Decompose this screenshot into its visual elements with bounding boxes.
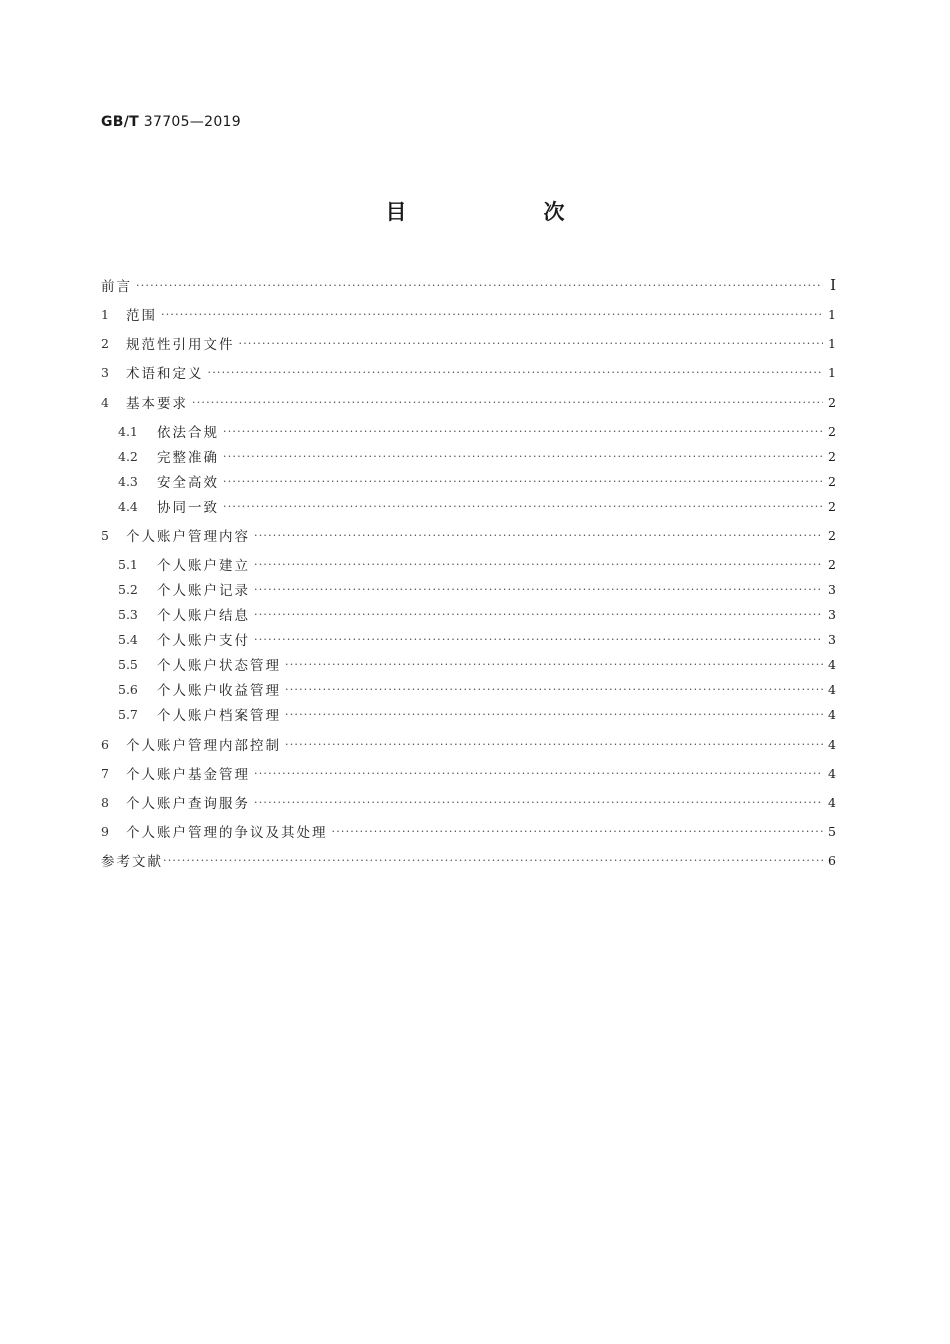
dot-leader [254,796,823,809]
toc-entry-title: 个人账户管理内容 [126,529,250,545]
toc-entry-number: 6 [101,736,109,752]
toc-entry-title: 依法合规 [157,425,219,441]
toc-entry-number: 5.1 [118,556,138,572]
toc-entry-number: 4.2 [118,448,138,464]
dot-leader [254,608,823,621]
dot-leader [254,529,823,542]
toc-entry-5-4[interactable] [118,629,836,649]
dot-leader [239,337,824,350]
toc-entry-number: 3 [101,364,109,380]
toc-entry-5-6[interactable] [118,679,836,699]
toc-entry-title: 范围 [126,308,157,324]
toc-entry-title: 完整准确 [157,450,219,466]
toc-entry-page: 2 [828,527,836,543]
dot-leader [208,366,824,379]
toc-entry-page: Ⅰ [830,276,836,294]
dot-leader [163,854,823,867]
toc-entry-page: 4 [828,656,836,672]
toc-entry-page: 1 [828,335,836,351]
toc-entry-page: 4 [828,794,836,810]
toc-entry-1[interactable] [101,304,836,324]
dot-leader [254,633,823,646]
dot-leader [332,825,824,838]
toc-entry-number: 1 [101,306,109,322]
toc-entry-number: 8 [101,794,109,810]
toc-entry-title: 个人账户结息 [157,608,250,624]
dot-leader [223,450,823,463]
toc-entry-number: 4 [101,394,109,410]
toc-entry-5-2[interactable] [118,579,836,599]
dot-leader [161,308,823,321]
toc-entry-5-5[interactable] [118,654,836,674]
toc-entry-page: 4 [828,706,836,722]
toc-entry-title: 个人账户基金管理 [126,767,250,783]
toc-entry-page: 2 [828,498,836,514]
dot-leader [254,583,823,596]
toc-entry-4[interactable] [101,392,836,412]
toc-entry-page: 1 [828,306,836,322]
toc-entry-9[interactable] [101,821,836,841]
toc-entry-2[interactable] [101,333,836,353]
dot-leader [285,738,823,751]
toc-entry-4-3[interactable] [118,471,836,491]
toc-entry-number: 7 [101,765,109,781]
dot-leader [254,558,823,571]
toc-entry-title: 规范性引用文件 [126,337,235,353]
toc-entry-title: 个人账户管理内部控制 [126,738,281,754]
dot-leader [285,708,823,721]
dot-leader [223,500,823,513]
toc-entry-5-3[interactable] [118,604,836,624]
dot-leader [136,279,823,292]
dot-leader [285,683,823,696]
toc-entry-page: 5 [828,823,836,839]
toc-entry-title: 参考文献 [101,854,163,870]
toc-entry-number: 9 [101,823,109,839]
toc-entry-number: 4.1 [118,423,138,439]
toc-entry-4-1[interactable] [118,421,836,441]
toc-entry-title: 基本要求 [126,396,188,412]
toc-title: 目 次 [385,200,623,224]
toc-entry-bibliography[interactable] [101,850,836,870]
toc-entry-title: 个人账户收益管理 [157,683,281,699]
toc-entry-number: 5.5 [118,656,138,672]
dot-leader [223,475,823,488]
toc-entry-title: 协同一致 [157,500,219,516]
dot-leader [285,658,823,671]
toc-entry-8[interactable] [101,792,836,812]
toc-entry-title: 安全高效 [157,475,219,491]
toc-entry-page: 3 [828,631,836,647]
toc-entry-page: 3 [828,581,836,597]
toc-entry-page: 4 [828,681,836,697]
dot-leader [192,396,823,409]
toc-entry-page: 3 [828,606,836,622]
toc-entry-6[interactable] [101,734,836,754]
toc-entry-page: 4 [828,736,836,752]
dot-leader [223,425,823,438]
toc-entry-5-1[interactable] [118,554,836,574]
toc-entry-title: 个人账户管理的争议及其处理 [126,825,328,841]
toc-entry-number: 5.4 [118,631,138,647]
toc-entry-page: 2 [828,448,836,464]
toc-entry-page: 2 [828,394,836,410]
toc-entry-7[interactable] [101,763,836,783]
dot-leader [254,767,823,780]
toc-entry-title: 个人账户建立 [157,558,250,574]
toc-entry-title: 个人账户状态管理 [157,658,281,674]
toc-entry-number: 2 [101,335,109,351]
toc-entry-number: 5 [101,527,109,543]
toc-entry-number: 5.2 [118,581,138,597]
toc-entry-page: 6 [828,852,836,868]
toc-entry-title: 个人账户查询服务 [126,796,250,812]
toc-entry-title: 前言 [101,279,132,295]
toc-entry-number: 5.6 [118,681,138,697]
toc-entry-page: 2 [828,473,836,489]
toc-entry-page: 1 [828,364,836,380]
toc-entry-page: 4 [828,765,836,781]
toc-entry-number: 4.4 [118,498,138,514]
toc-entry-page: 2 [828,556,836,572]
toc-entry-title: 术语和定义 [126,366,204,382]
toc-entry-3[interactable] [101,362,836,382]
standard-prefix: GB/T [101,114,140,130]
toc-entry-title: 个人账户档案管理 [157,708,281,724]
toc-entry-number: 4.3 [118,473,138,489]
toc-entry-foreword[interactable] [101,275,836,295]
toc-entry-number: 5.7 [118,706,138,722]
toc-entry-number: 5.3 [118,606,138,622]
standard-code [101,114,241,130]
toc-entry-5[interactable] [101,525,836,545]
toc-entry-page: 2 [828,423,836,439]
toc-entry-4-4[interactable] [118,496,836,516]
toc-entry-title: 个人账户记录 [157,583,250,599]
toc-entry-4-2[interactable] [118,446,836,466]
toc-entry-title: 个人账户支付 [157,633,250,649]
standard-number: 37705—2019 [143,114,241,130]
toc-entry-5-7[interactable] [118,704,836,724]
